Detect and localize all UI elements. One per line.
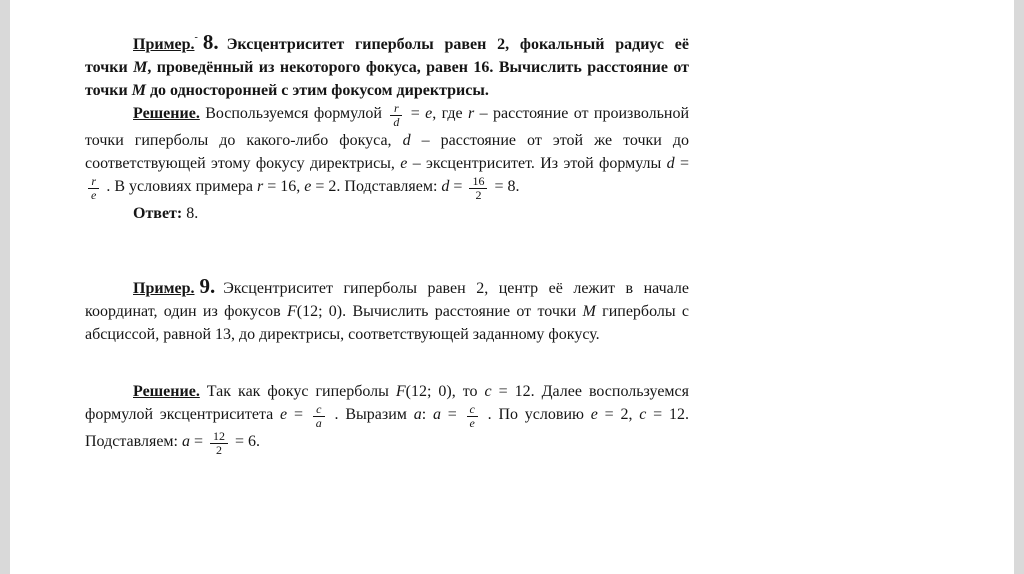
example9-statement: Пример. 9. Эксцентриситет гиперболы равен 2, центр её лежит в начале координат, один из фокусов F(12; 0). Вычислить расстояние от точки M гиперболы с абсциссой, равной 13, до директрисы, соответствующей заданному фокусу. — [85, 274, 689, 343]
italic-variable: c — [639, 406, 647, 423]
fraction — [210, 430, 228, 457]
italic-variable: e — [425, 105, 433, 122]
bold-italic-variable: M — [133, 59, 148, 76]
document-page — [85, 26, 689, 457]
paragraph-label: Пример. — [133, 280, 195, 297]
fraction-denominator: a — [313, 416, 325, 430]
fraction-denominator: d — [390, 115, 402, 129]
fraction-denominator: 2 — [210, 443, 228, 457]
fraction — [469, 175, 487, 202]
fraction-denominator: e — [88, 188, 99, 202]
italic-variable: r — [468, 105, 475, 122]
italic-variable: M — [582, 303, 596, 320]
fraction-numerator: 16 — [472, 174, 485, 188]
bold-run: Ответ: — [133, 205, 183, 222]
page-edge-left — [0, 0, 10, 574]
example8-solution: Решение. Воспользуемся формулой $\frac{r}{d}$ = e, где r – расстояние от произвольной точки гиперболы до какого-либо фокуса, d – расстояние от этой же точки до соответствующей этому фокусу директрисы, e – эксцентриситет. Из этой формулы d = $\frac{r}{e}$ . В условиях примера r = 16, e = 2. Подставляем: d = $\frac{16}{2}$ = 8. — [85, 101, 690, 202]
fraction-numerator: c — [316, 402, 322, 416]
italic-variable: e — [590, 406, 598, 423]
example9-solution: Решение. Так как фокус гиперболы F(12; 0), то c = 12. Далее воспользуемся формулой эксцентриситета e = $\frac{c}{a}$ . Выразим a: a = $\frac{c}{e}$ . По условию e = 2, c = 12. Подставляем: a = $\frac{12}{2}$ = 6. — [85, 383, 690, 457]
italic-variable: d — [402, 132, 411, 149]
fraction — [88, 175, 99, 202]
italic-variable: e — [400, 155, 408, 172]
fraction-numerator: r — [91, 174, 96, 188]
bold-run: до односторонней с этим фокусом директрисы. — [145, 82, 489, 99]
example8-statement — [85, 26, 689, 102]
fraction-numerator: 12 — [213, 429, 226, 443]
italic-variable: e — [304, 178, 312, 195]
italic-variable: F — [395, 383, 406, 400]
fraction — [313, 403, 325, 430]
example8-answer: Ответ: 8. — [133, 205, 199, 222]
paragraph-label: Пример. — [133, 36, 195, 53]
italic-variable: a — [413, 406, 422, 423]
fraction-numerator: c — [469, 402, 475, 416]
paragraph-label: Решение. — [133, 383, 200, 400]
fraction-denominator: 2 — [469, 188, 487, 202]
italic-variable: F — [286, 303, 297, 320]
example-number: 8. — [202, 30, 219, 54]
scan-mark: - — [194, 32, 198, 43]
fraction-numerator: r — [393, 101, 399, 115]
fraction — [467, 403, 478, 430]
bold-italic-variable: M — [131, 82, 146, 99]
italic-variable: r — [257, 178, 264, 195]
fraction-denominator: e — [467, 416, 478, 430]
bold-run: Эксцентриситет гиперболы равен 2, фокальный радиус её точки — [85, 36, 689, 76]
paragraph-label: Решение. — [133, 105, 200, 122]
italic-variable: d — [666, 155, 675, 172]
page-edge-right — [1014, 0, 1024, 574]
italic-variable: a — [181, 433, 190, 450]
fraction — [390, 102, 402, 129]
italic-variable: c — [484, 383, 492, 400]
italic-variable: d — [441, 178, 450, 195]
italic-variable: e — [280, 406, 288, 423]
bold-run: , проведённый из некоторого фокуса, равен 16. Вычислить расстояние от точки — [85, 59, 689, 99]
example-number: 9. — [199, 274, 216, 298]
italic-variable: a — [432, 406, 441, 423]
